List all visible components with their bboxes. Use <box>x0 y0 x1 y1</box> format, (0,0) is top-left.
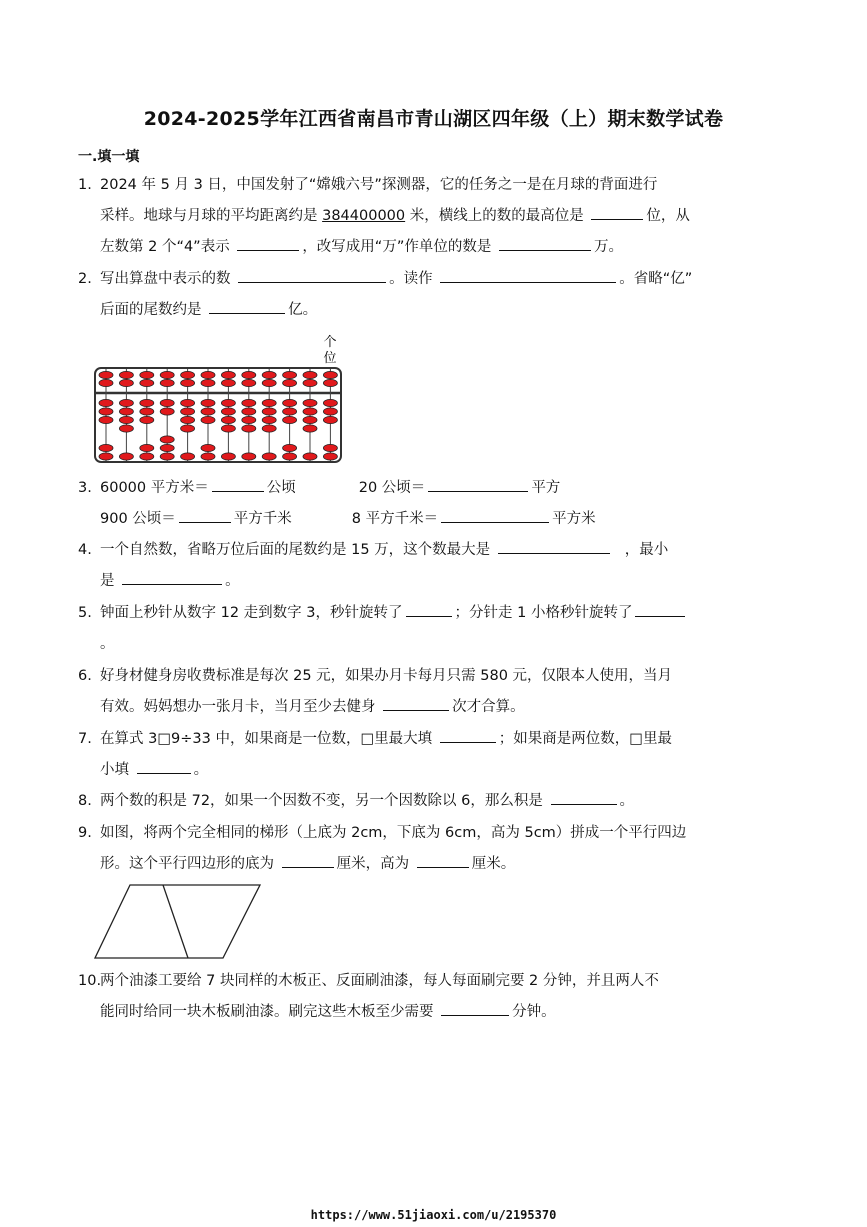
abacus-lower-bead <box>160 436 174 443</box>
abacus-lower-bead <box>283 444 297 451</box>
question-text: 两个油漆工要给 7 块同样的木板正、反面刷油漆，每人每面刷完要 2 分钟，并且两人不 <box>100 973 659 989</box>
abacus-lower-bead <box>242 425 256 432</box>
abacus-lower-bead <box>99 408 113 415</box>
abacus-lower-bead <box>283 416 297 423</box>
abacus-lower-bead <box>262 408 276 415</box>
abacus-label-wei: 位 <box>323 350 337 365</box>
abacus-upper-bead <box>99 379 113 386</box>
abacus-svg <box>93 333 345 465</box>
answer-blank[interactable] <box>591 203 643 220</box>
abacus-lower-bead <box>221 399 235 406</box>
abacus-lower-bead <box>201 416 215 423</box>
abacus-lower-bead <box>201 453 215 460</box>
abacus-lower-bead <box>181 399 195 406</box>
question-text: 平方米 <box>552 511 596 527</box>
abacus-lower-bead <box>160 444 174 451</box>
abacus-lower-bead <box>201 444 215 451</box>
question-number: 7. <box>78 731 92 747</box>
abacus-upper-bead <box>181 379 195 386</box>
abacus-upper-bead <box>262 371 276 378</box>
question-text: 好身材健身房收费标准是每次 25 元，如果办月卡每月只需 580 元，仅限本人使用，当月 <box>100 668 673 684</box>
answer-blank[interactable] <box>440 266 616 283</box>
answer-blank[interactable] <box>499 234 591 251</box>
abacus-upper-bead <box>119 371 133 378</box>
question-text: 。 <box>619 793 635 809</box>
question-number: 4. <box>78 542 92 558</box>
question-text: 。 <box>100 636 115 652</box>
answer-blank[interactable] <box>406 600 452 617</box>
abacus-upper-bead <box>242 379 256 386</box>
abacus-lower-bead <box>323 408 337 415</box>
question-text: 写出算盘中表示的数 <box>100 271 236 287</box>
parallelogram-outline <box>95 885 260 958</box>
abacus-lower-bead <box>99 416 113 423</box>
question-text: 后面的尾数约是 <box>100 302 207 318</box>
abacus-lower-bead <box>140 399 154 406</box>
question-text: 分钟。 <box>512 1004 556 1020</box>
question-text: 。 <box>225 573 240 589</box>
question-text: 8 平方千米＝ <box>351 511 439 527</box>
question-text: 两个数的积是 72，如果一个因数不变，另一个因数除以 6，那么积是 <box>100 793 548 809</box>
abacus-upper-bead <box>160 379 174 386</box>
question-text: 次才合算。 <box>452 699 525 715</box>
abacus-lower-bead <box>140 416 154 423</box>
question-number: 1. <box>78 177 92 193</box>
abacus-lower-bead <box>242 416 256 423</box>
question-text: 采样。地球与月球的平均距离约是 <box>100 208 323 224</box>
abacus-upper-bead <box>303 371 317 378</box>
answer-blank[interactable] <box>417 851 469 868</box>
question-text: 一个自然数，省略万位后面的尾数约是 15 万，这个数最大是 <box>100 542 495 558</box>
abacus-lower-bead <box>242 453 256 460</box>
answer-blank[interactable] <box>441 999 509 1016</box>
abacus-upper-bead <box>160 371 174 378</box>
question-2 <box>78 264 726 326</box>
question-text: 如图，将两个完全相同的梯形（上底为 2cm，下底为 6cm，高为 5cm）拼成一个平行四边 <box>100 825 687 841</box>
question-text: ，改写成用“万”作单位的数是 <box>302 239 496 255</box>
parallelogram-figure <box>93 883 263 965</box>
abacus-lower-bead <box>323 453 337 460</box>
abacus-upper-bead <box>181 371 195 378</box>
question-text: ；分针走 1 小格秒针旋转了 <box>454 605 633 621</box>
answer-blank[interactable] <box>551 788 617 805</box>
abacus-upper-bead <box>303 379 317 386</box>
abacus-lower-bead <box>262 425 276 432</box>
abacus-lower-bead <box>140 408 154 415</box>
abacus-lower-bead <box>283 453 297 460</box>
answer-blank[interactable] <box>498 537 610 554</box>
abacus-lower-bead <box>221 425 235 432</box>
abacus-lower-bead <box>262 416 276 423</box>
question-text: 万。 <box>593 239 623 255</box>
abacus-lower-bead <box>99 453 113 460</box>
question-10 <box>78 966 726 1028</box>
question-6 <box>78 661 726 723</box>
abacus-label-ge: 个 <box>323 334 337 349</box>
question-text: 钟面上秒针从数字 12 走到数字 3，秒针旋转了 <box>100 605 403 621</box>
question-5 <box>78 598 726 660</box>
question-text: 位，从 <box>646 208 690 224</box>
answer-blank[interactable] <box>238 266 386 283</box>
question-number: 9. <box>78 825 92 841</box>
abacus-lower-bead <box>140 453 154 460</box>
question-7 <box>78 724 726 786</box>
answer-blank[interactable] <box>179 506 231 523</box>
answer-blank[interactable] <box>237 234 299 251</box>
abacus-upper-bead <box>262 379 276 386</box>
answer-blank[interactable] <box>122 568 222 585</box>
footer-url[interactable]: https://www.51jiaoxi.com/u/2195370 <box>310 1208 557 1222</box>
abacus-lower-bead <box>160 453 174 460</box>
question-text: 公顷 <box>266 480 296 496</box>
answer-blank[interactable] <box>282 851 334 868</box>
question-text: 60000 平方米＝ <box>100 480 209 496</box>
section-heading: 一.填一填 <box>78 149 140 165</box>
abacus-lower-bead <box>181 425 195 432</box>
answer-blank[interactable] <box>440 726 496 743</box>
abacus-lower-bead <box>303 408 317 415</box>
question-number: 10. <box>78 973 102 989</box>
abacus-lower-bead <box>201 399 215 406</box>
answer-blank[interactable] <box>635 600 685 617</box>
abacus-lower-bead <box>242 408 256 415</box>
abacus-lower-bead <box>303 453 317 460</box>
question-text: 厘米。 <box>471 856 516 872</box>
page-title: 2024-2025学年江西省南昌市青山湖区四年级（上）期末数学试卷 <box>143 108 724 130</box>
question-text: 能同时给同一块木板刷油漆。刷完这些木板至少需要 <box>100 1004 439 1020</box>
answer-blank[interactable] <box>209 297 285 314</box>
answer-blank[interactable] <box>383 694 449 711</box>
answer-blank[interactable] <box>137 757 191 774</box>
question-1 <box>78 170 726 263</box>
abacus-lower-bead <box>119 425 133 432</box>
answer-blank[interactable] <box>212 475 264 492</box>
answer-blank[interactable] <box>441 506 549 523</box>
abacus-lower-bead <box>221 408 235 415</box>
abacus-lower-bead <box>181 416 195 423</box>
abacus-upper-bead <box>323 371 337 378</box>
abacus-lower-bead <box>283 408 297 415</box>
abacus-upper-bead <box>283 371 297 378</box>
abacus-lower-bead <box>119 408 133 415</box>
question-text: 平方 <box>531 480 561 496</box>
question-text: 厘米，高为 <box>336 856 414 872</box>
abacus-lower-bead <box>323 399 337 406</box>
question-text: 20 公顷＝ <box>358 480 426 496</box>
abacus-lower-bead <box>99 399 113 406</box>
abacus-lower-bead <box>283 399 297 406</box>
abacus-lower-bead <box>323 416 337 423</box>
trapezoids-svg <box>93 883 263 961</box>
question-number: 2. <box>78 271 92 287</box>
question-text: 米，横线上的数的最高位是 <box>405 208 589 224</box>
question-text: 。省略“亿” <box>619 271 693 287</box>
abacus-lower-bead <box>303 399 317 406</box>
question-number: 3. <box>78 480 92 496</box>
question-text: 。 <box>193 762 209 778</box>
question-text: 有效。妈妈想办一张月卡，当月至少去健身 <box>100 699 381 715</box>
question-number: 5. <box>78 605 92 621</box>
abacus-lower-bead <box>140 444 154 451</box>
answer-blank[interactable] <box>428 475 528 492</box>
abacus-lower-bead <box>323 444 337 451</box>
abacus-lower-bead <box>262 453 276 460</box>
question-9 <box>78 818 726 880</box>
abacus-upper-bead <box>140 379 154 386</box>
abacus-lower-bead <box>303 416 317 423</box>
trapezoid-divider <box>163 885 188 958</box>
question-text: 亿。 <box>288 302 318 318</box>
abacus-lower-bead <box>119 399 133 406</box>
abacus-lower-bead <box>160 408 174 415</box>
question-text: ，最小 <box>624 542 669 558</box>
abacus-lower-bead <box>242 399 256 406</box>
abacus-lower-bead <box>303 425 317 432</box>
question-number: 8. <box>78 793 92 809</box>
abacus-upper-bead <box>283 379 297 386</box>
question-text: 左数第 2 个“4”表示 <box>100 239 235 255</box>
abacus-lower-bead <box>99 444 113 451</box>
abacus-figure <box>93 333 345 469</box>
question-3 <box>78 473 726 535</box>
abacus-lower-bead <box>201 408 215 415</box>
abacus-lower-bead <box>181 453 195 460</box>
question-text: 是 <box>100 573 120 589</box>
abacus-upper-bead <box>323 379 337 386</box>
question-text: 。读作 <box>389 271 438 287</box>
question-text: 形。这个平行四边形的底为 <box>100 856 279 872</box>
abacus-upper-bead <box>221 379 235 386</box>
abacus-lower-bead <box>221 453 235 460</box>
abacus-upper-bead <box>140 371 154 378</box>
question-text: ；如果商是两位数，□里最 <box>498 731 672 747</box>
abacus-upper-bead <box>201 379 215 386</box>
abacus-upper-bead <box>119 379 133 386</box>
question-number: 6. <box>78 668 92 684</box>
abacus-lower-bead <box>119 453 133 460</box>
abacus-lower-bead <box>160 399 174 406</box>
question-text: 2024 年 5 月 3 日，中国发射了“嫦娥六号”探测器，它的任务之一是在月球的背面进行 <box>100 177 658 193</box>
abacus-upper-bead <box>99 371 113 378</box>
abacus-upper-bead <box>201 371 215 378</box>
question-text: 平方千米 <box>233 511 292 527</box>
abacus-lower-bead <box>119 416 133 423</box>
question-text: 在算式 3□9÷33 中，如果商是一位数，□里最大填 <box>100 731 437 747</box>
abacus-lower-bead <box>221 416 235 423</box>
abacus-upper-bead <box>221 371 235 378</box>
abacus-lower-bead <box>181 408 195 415</box>
abacus-lower-bead <box>262 399 276 406</box>
question-text: 小填 <box>100 762 134 778</box>
abacus-upper-bead <box>242 371 256 378</box>
question-text: 900 公顷＝ <box>100 511 176 527</box>
underlined-number: 384400000 <box>322 208 406 224</box>
question-8 <box>78 786 726 817</box>
question-4 <box>78 535 726 597</box>
